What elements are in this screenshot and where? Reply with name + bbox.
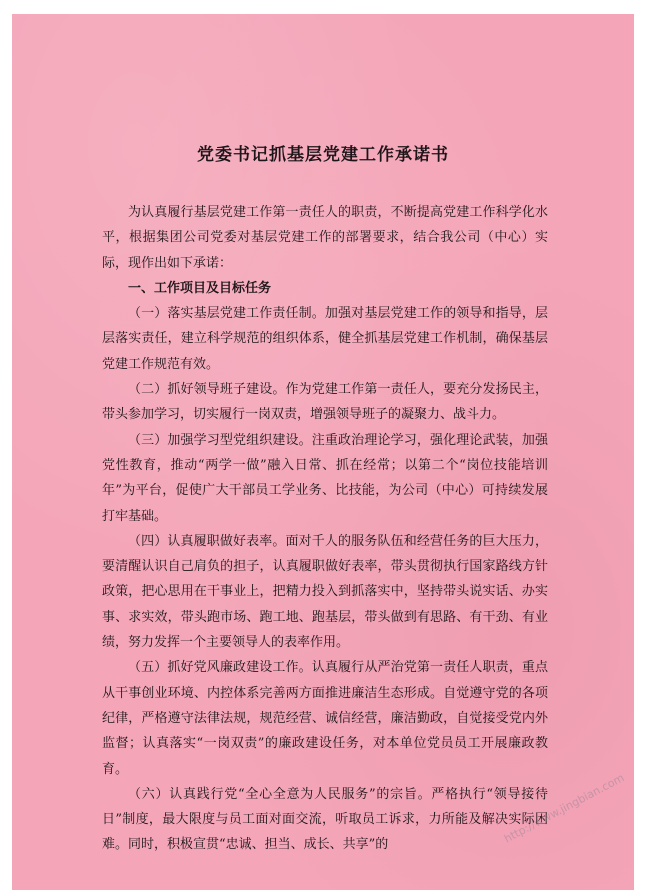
item-paragraph-6: （六）认真践行党“全心全意为人民服务”的宗旨。严格执行“领导接待日”制度，最大限度与员工面对面交流，听取员工诉求，力所能及解决实际困难。同时，积极宣贯“忠诚、担当、成长、共享”的 xyxy=(102,786,548,853)
item-paragraph-4: （四）认真履职做好表率。面对千人的服务队伍和经营任务的巨大压力，要清醒认识自己肩负的担子，认真履职做好表率，带头贯彻执行国家路线方针政策，把心思用在干事业上，把精力投入到抓落实中，坚持带头说实话、办实事、求实效，带头跑市场、跑工地、跑基层，带头做到有思路、有干劲、有业绩，努力发挥一个主要领导人的表率作用。 xyxy=(102,533,548,651)
document-page xyxy=(12,14,634,890)
item-paragraph-1: （一）落实基层党建工作责任制。加强对基层党建工作的领导和指导，层层落实责任，建立科学规范的组织体系，健全抓基层党建工作机制，确保基层党建工作规范有效。 xyxy=(102,306,548,372)
document-body xyxy=(102,200,548,858)
item-paragraph-2: （二）抓好领导班子建设。作为党建工作第一责任人，要充分发扬民主，带头参加学习，切实履行一岗双责，增强领导班子的凝聚力、战斗力。 xyxy=(102,382,548,423)
watermark: http://www.jingbian.com xyxy=(502,771,627,846)
item-paragraph-5: （五）抓好党风廉政建设工作。认真履行从严治党第一责任人职责，重点从干事创业环境、内控体系完善两方面推进廉洁生态形成。自觉遵守党的各项纪律，严格遵守法律法规，规范经营、诚信经营，廉洁勤政，自觉接受党内外监督；认真落实“一岗双责”的廉政建设任务，对本单位党员员工开展廉政教育。 xyxy=(102,660,548,777)
document-title: 党委书记抓基层党建工作承诺书 xyxy=(197,145,449,165)
intro-paragraph: 为认真履行基层党建工作第一责任人的职责，不断提高党建工作科学化水平，根据集团公司党委对基层党建工作的部署要求，结合我公司（中心）实际，现作出如下承诺： xyxy=(102,205,548,271)
item-paragraph-3: （三）加强学习型党组织建设。注重政治理论学习，强化理论武装，加强党性教育，推动“两学一做”融入日常、抓在经常；以第二个“岗位技能培训年”为平台，促使广大干部员工学业务、比技能，为公司（中心）可持续发展打牢基础。 xyxy=(102,432,548,524)
section-heading: 一、工作项目及目标任务 xyxy=(128,280,272,296)
